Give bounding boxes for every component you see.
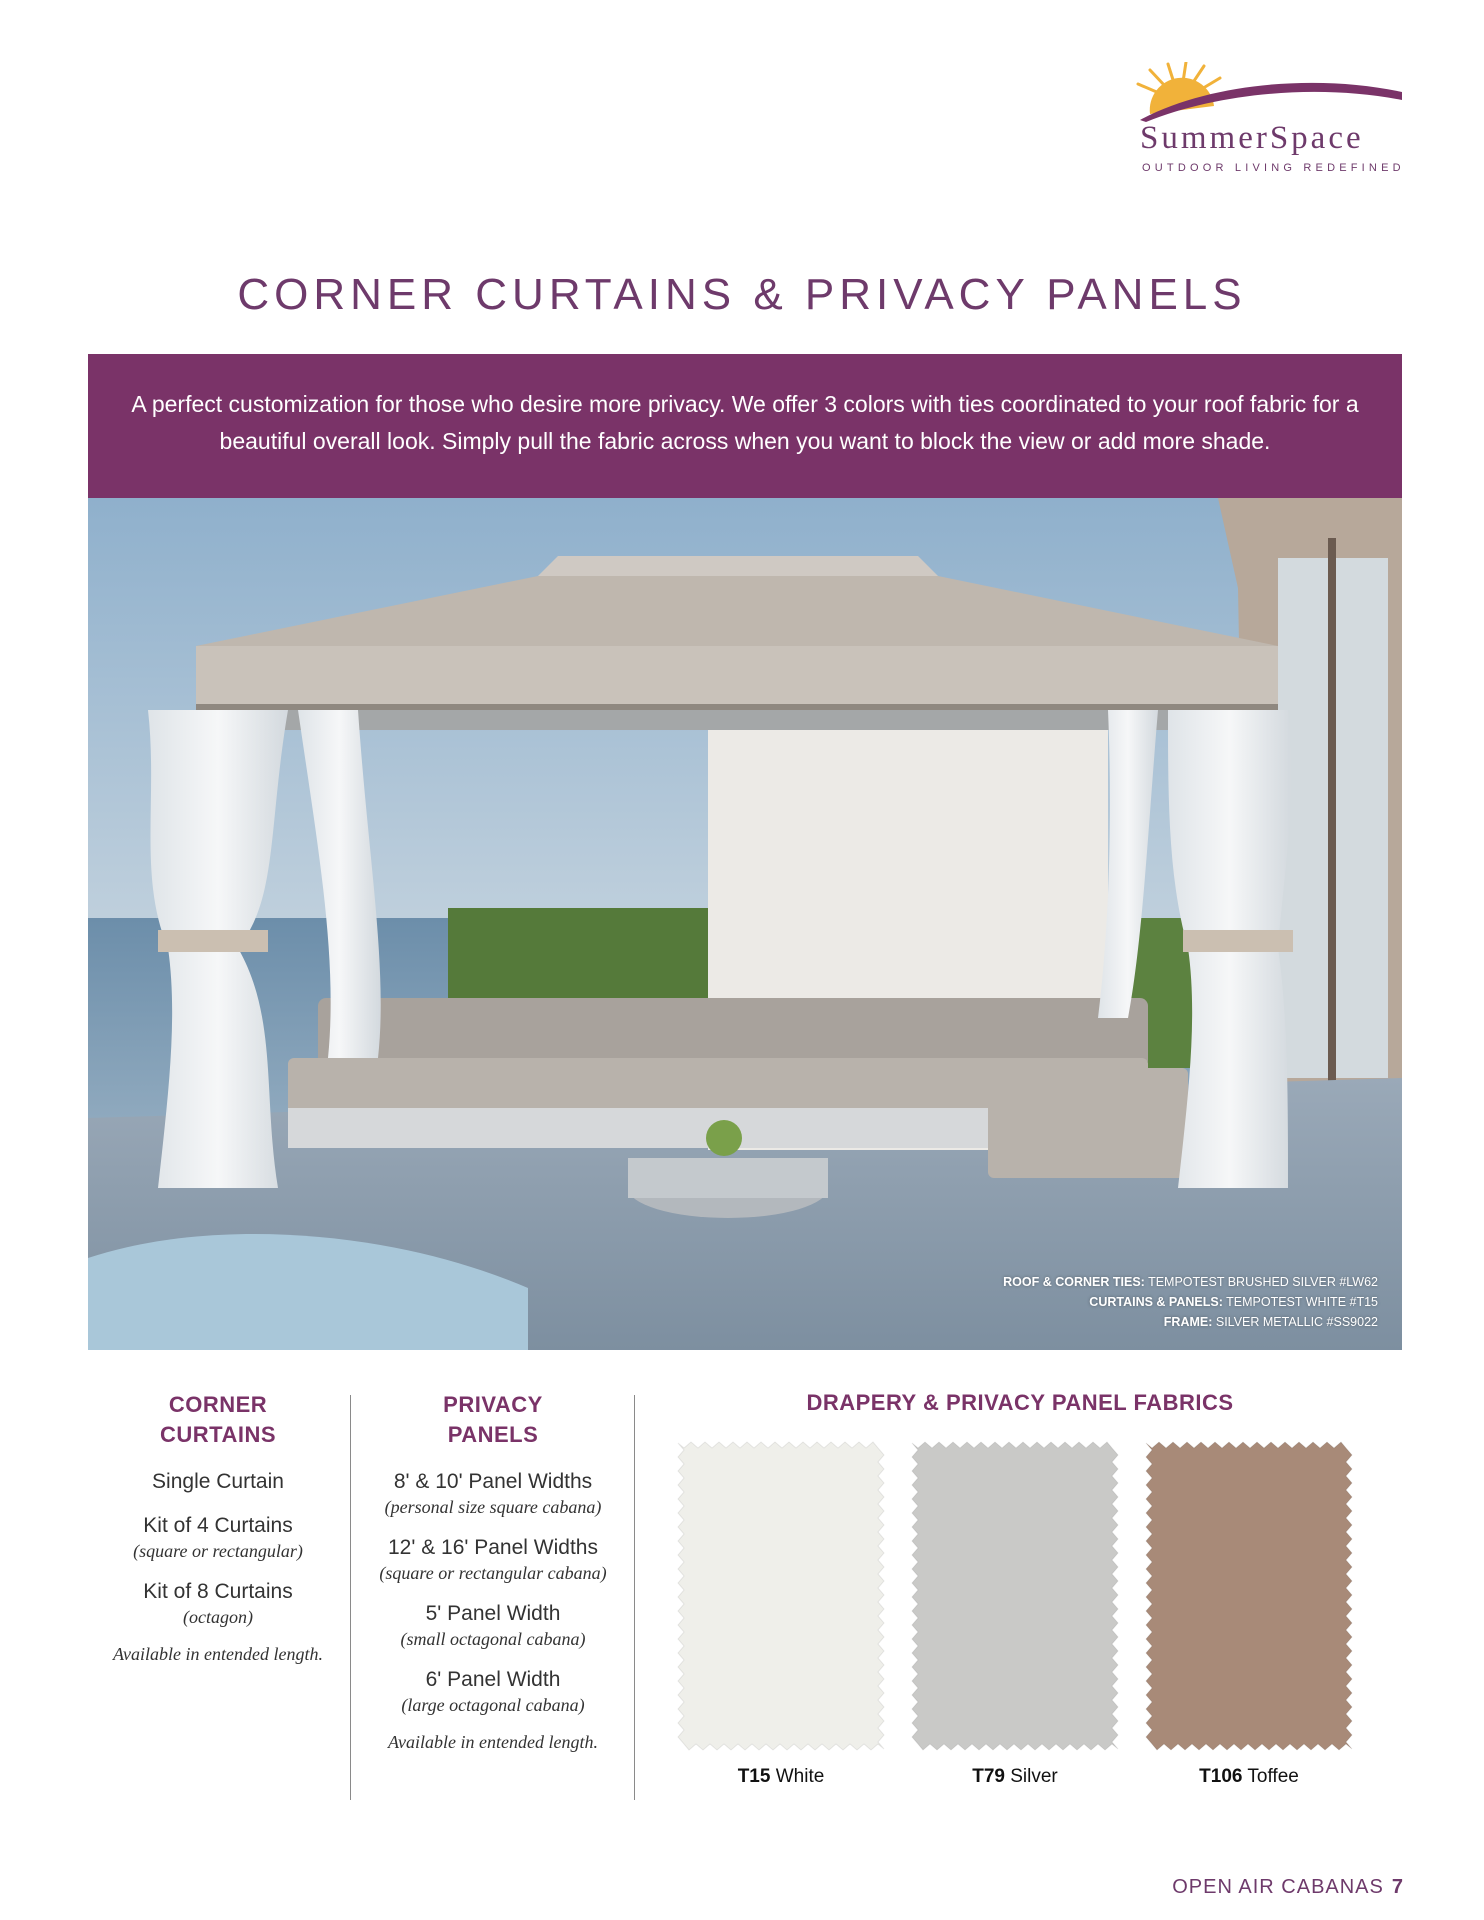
- caption-curtains-label: CURTAINS & PANELS:: [1089, 1295, 1223, 1309]
- option-note: (square or rectangular): [133, 1541, 303, 1561]
- caption-roof-value: TEMPOTEST BRUSHED SILVER #LW62: [1148, 1275, 1378, 1289]
- fabric-swatch-t15: [676, 1440, 886, 1752]
- option-name: 8' & 10' Panel Widths: [393, 1470, 593, 1493]
- column-divider: [634, 1395, 635, 1800]
- privacy-panels-section: [352, 1390, 634, 1753]
- fabric-label: [1144, 1766, 1354, 1788]
- fabric-code: T106: [1199, 1766, 1243, 1787]
- option-name: 12' & 16' Panel Widths: [388, 1536, 598, 1559]
- privacy-heading-line1: PRIVACY: [443, 1392, 543, 1417]
- option-item: [352, 1468, 634, 1518]
- fabrics-heading: DRAPERY & PRIVACY PANEL FABRICS: [806, 1390, 1234, 1415]
- corner-curtains-section: [88, 1390, 348, 1665]
- corner-heading-line1: CORNER: [168, 1392, 268, 1417]
- fabric-code: T79: [972, 1766, 1005, 1787]
- fabric-code: T15: [737, 1766, 771, 1787]
- option-name: Kit of 4 Curtains: [143, 1514, 293, 1537]
- swatch-shape: [1144, 1440, 1354, 1752]
- option-note: (octagon): [183, 1607, 253, 1627]
- page-footer: [1172, 1876, 1404, 1899]
- page-number: 7: [1391, 1876, 1404, 1898]
- caption-frame-label: FRAME:: [1163, 1315, 1213, 1329]
- option-item: [352, 1666, 634, 1716]
- option-note: (square or rectangular cabana): [379, 1563, 607, 1583]
- option-item: [352, 1600, 634, 1650]
- option-note: (small octagonal cabana): [400, 1629, 586, 1649]
- option-item: [352, 1534, 634, 1584]
- swatch-shape: [910, 1440, 1120, 1752]
- option-note: (personal size square cabana): [384, 1497, 602, 1517]
- option-name: 6' Panel Width: [425, 1668, 561, 1691]
- intro-band: [88, 354, 1402, 498]
- column-divider: [350, 1395, 351, 1800]
- brand-logo: [1120, 62, 1410, 182]
- caption-curtains-value: TEMPOTEST WHITE #T15: [1226, 1295, 1378, 1309]
- page-title: CORNER CURTAINS & PRIVACY PANELS: [237, 270, 1247, 319]
- fabric-swatch-t106: [1144, 1440, 1354, 1752]
- privacy-panels-heading: [352, 1390, 634, 1450]
- fabric-color-name: Toffee: [1247, 1766, 1299, 1787]
- fabric-color-name: White: [775, 1766, 825, 1787]
- option-note: (large octagonal cabana): [401, 1695, 585, 1715]
- corner-curtains-heading: [88, 1390, 348, 1450]
- caption-frame-value: SILVER METALLIC #SS9022: [1215, 1315, 1378, 1329]
- fabric-label: [910, 1766, 1120, 1788]
- option-item: [88, 1578, 348, 1628]
- cabana-illustration: [88, 498, 1402, 1350]
- corner-heading-line2: CURTAINS: [159, 1422, 277, 1447]
- availability-note: Available in entended length.: [113, 1644, 323, 1664]
- intro-text: A perfect customization for those who desire more privacy. We offer 3 colors with ties coordinated to your roof fabric for a beautiful overall look. Simply pull the fabric across when you want to block the view or add more shade.: [131, 391, 1359, 454]
- photo-caption: [1003, 1272, 1378, 1332]
- option-name: Single Curtain: [152, 1470, 284, 1493]
- option-item: [88, 1512, 348, 1562]
- footer-section: OPEN AIR CABANAS: [1172, 1876, 1384, 1898]
- option-name: 5' Panel Width: [425, 1602, 561, 1625]
- availability-note: Available in entended length.: [388, 1732, 598, 1752]
- fabric-label: [676, 1766, 886, 1788]
- swatch-shape: [676, 1440, 886, 1752]
- cabana-photo: [88, 498, 1402, 1350]
- brand-wordmark: SummerSpace: [1140, 120, 1364, 156]
- brand-tagline: OUTDOOR LIVING REDEFINED: [1142, 162, 1405, 174]
- option-name: Kit of 8 Curtains: [143, 1580, 293, 1603]
- fabric-swatch-t79: [910, 1440, 1120, 1752]
- privacy-heading-line2: PANELS: [447, 1422, 539, 1447]
- fabric-color-name: Silver: [1010, 1766, 1058, 1787]
- option-item: [88, 1468, 348, 1496]
- caption-roof-label: ROOF & CORNER TIES:: [1003, 1275, 1145, 1289]
